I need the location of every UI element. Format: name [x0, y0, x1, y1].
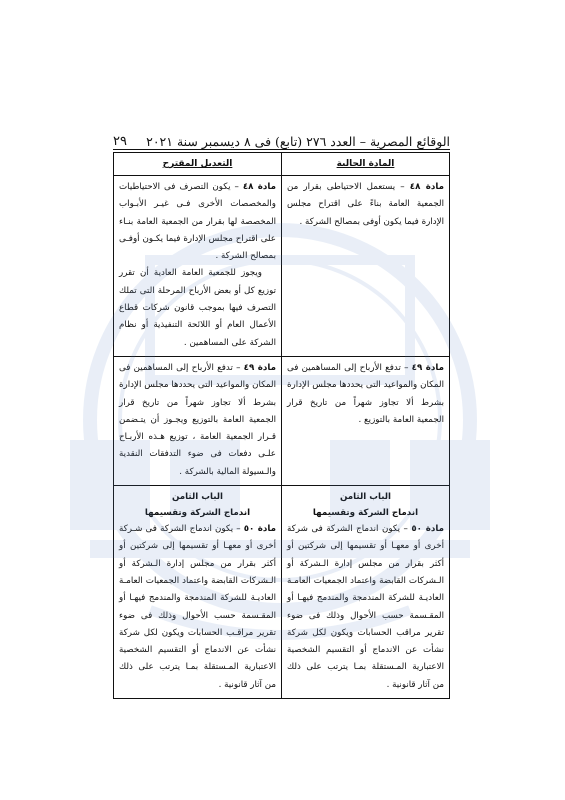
chapter-title: اندماج الشركة وتقسيمها [144, 508, 251, 519]
article-text-paragraph-2: ويجوز للجمعية العامة العادية أن تقرر توزيع كل أو بعض الأرباح المرحلة التى تملك التصرف فيها بموجب قانون شركات قطاع الأعمال العام أو اللائحة التنفيذية أو نظام الشركة على المساهمين . [119, 268, 276, 348]
article-text: – تدفع الأرباح إلى المساهمين فى المكان والمواعيد التى يحددها مجلس الإدارة بشرط ألا تجاوز شهراً من تاريخ قرار الجمعية العامة بالتوزيع ويجـوز أن يتـضمن قـرار الجمعية العامة ، توزيع هـذه الأربـاح علـى دفعات فى ضوء التدفقات النقدية والـسيولة المالية بالشركة . [119, 362, 276, 477]
article-text: – يكون اندماج الشركة فى شـركة أخرى أو معهـا أو تقسيمها إلى شركتين أو أكثر بقرار من مجلس إدارة الـشركة أو الـشركات القابضة واعتماد الجمعيات العامـة العاديـة للشركة المندمجة والمندمج فيهـا أو المقـسمة حسب الأحوال وذلك فى ضوء تقرير مراقـب الحسابات ويكون لكل شركة نشأت عن الاندماج أو التقسيم الشخصية الاعتبارية المـستقلة بمـا يترتب على ذلك من آثار قانونية . [119, 524, 276, 690]
chapter-heading: الباب الثامن [339, 492, 392, 503]
page-header [113, 125, 450, 150]
column-header-current: المادة الحالية [282, 153, 450, 176]
chapter-title: اندماج الشركة وتقسيمها [312, 508, 419, 519]
table-header-row [114, 153, 450, 176]
table-row [114, 176, 450, 357]
article-number: مادة ٤٩ [243, 362, 276, 373]
column-header-proposed: التعديل المقترح [114, 153, 282, 176]
article-number: مادة ٤٨ [409, 182, 444, 192]
article-number: مادة ٤٨ [242, 182, 276, 192]
table-row [114, 486, 450, 699]
article-number: مادة ٥٠ [243, 524, 276, 535]
article-text: – يستعمل الاحتياطى بقرار من الجمعية العامة بناءً على اقتراح مجلس الإدارة فيما يكون أوفى بمصالح الشركة . [287, 182, 444, 227]
article-text: – يكون اندماج الشركة فى شركة أخرى أو معهـا أو تقسيمها إلى شركتين أو أكثر بقرار من مجلس إدارة الـشركة أو الـشركات القابضة واعتماد الجمعيات العامـة العاديـة للشركة المندمجة والمندمج فيهـا أو المقـسمة حسب الأحوال وذلك فى ضوء تقرير مراقب الحسابات ويكون لكل شركة نشأت عن الاندماج أو التقسيم الشخصية الاعتبارية المـستقلة بمـا يترتب على ذلك من آثار قانونية . [287, 524, 444, 690]
article-text: – تدفع الأرباح إلى المساهمين فى المكان والمواعيد التى يحددها مجلس الإدارة بشرط ألا تجاوز شهراً من تاريخ قرار الجمعية العامة بالتوزيع . [287, 362, 444, 425]
article-number: مادة ٤٩ [411, 362, 444, 373]
articles-comparison-table [113, 152, 450, 699]
current-article-48 [282, 176, 450, 357]
article-number: مادة ٥٠ [411, 524, 444, 535]
proposed-article-50 [114, 486, 282, 699]
article-text: – يكون التصرف فى الاحتياطيات والمخصصات الأخرى فـى غيـر الأبـواب المخصصة لها بقرار من الجمعية العامة بنـاء على اقتراح مجلس الإدارة فيما يكـون أوفـى بمصالح الشركة . [119, 182, 276, 262]
chapter-heading: الباب الثامن [171, 492, 224, 503]
table-row [114, 356, 450, 485]
proposed-article-48 [114, 176, 282, 357]
proposed-article-49 [114, 356, 282, 485]
gazette-title: الوقائع المصرية – العدد ٢٧٦ (تابع) فى ٨ ديسمبر سنة ٢٠٢١ [146, 134, 450, 149]
current-article-50 [282, 486, 450, 699]
current-article-49 [282, 356, 450, 485]
page-number: ٢٩ [113, 134, 127, 149]
